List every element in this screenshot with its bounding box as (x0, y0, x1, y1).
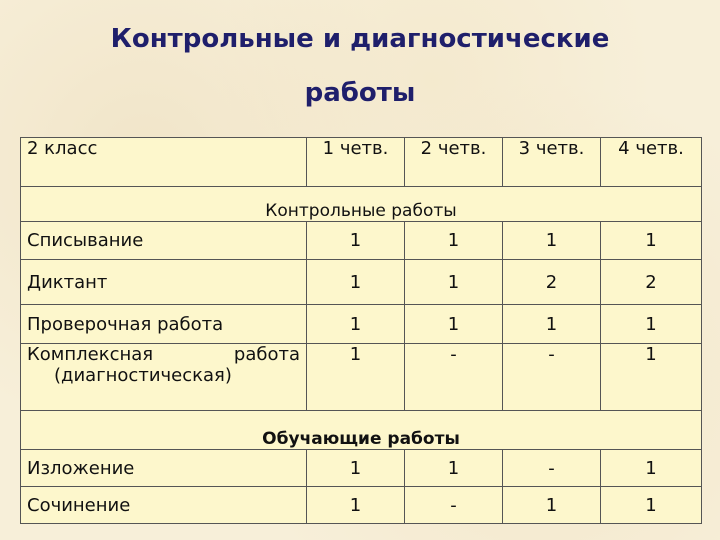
table-row (21, 305, 702, 344)
table-cell: 1 (601, 305, 702, 344)
table-cell: 1 (405, 260, 503, 305)
section-title-training: Обучающие работы (21, 411, 702, 450)
table-cell: 1 (503, 305, 601, 344)
row-label-line-2: (диагностическая) (54, 365, 232, 386)
table-cell: 2 (601, 260, 702, 305)
table-cell: 1 (601, 344, 702, 411)
row-label-line-1: Комплексная работа (27, 344, 300, 365)
header-row (21, 138, 702, 187)
table-row (21, 222, 702, 260)
table-cell: 1 (307, 260, 405, 305)
class-label: 2 класс (21, 138, 307, 187)
table-cell: 1 (503, 487, 601, 524)
row-label: Списывание (21, 222, 307, 260)
table-row (21, 344, 702, 411)
table-cell: 1 (503, 222, 601, 260)
table-row (21, 450, 702, 487)
table-cell: 1 (405, 450, 503, 487)
row-label: Диктант (21, 260, 307, 305)
row-label: Проверочная работа (21, 305, 307, 344)
quarter-header-4: 4 четв. (601, 138, 702, 187)
table-cell: 1 (601, 222, 702, 260)
quarter-header-2: 2 четв. (405, 138, 503, 187)
table-cell: 1 (307, 344, 405, 411)
table-cell: 1 (307, 450, 405, 487)
table-cell: 2 (503, 260, 601, 305)
table-cell: 1 (307, 487, 405, 524)
table-row (21, 260, 702, 305)
row-label (21, 344, 307, 411)
table-cell: - (503, 450, 601, 487)
table-cell: 1 (601, 487, 702, 524)
table-row (21, 487, 702, 524)
page-title-line-2: работы (304, 78, 416, 108)
page-title-line-1: Контрольные и диагностические (110, 24, 610, 54)
table-cell: 1 (307, 222, 405, 260)
quarter-header-3: 3 четв. (503, 138, 601, 187)
table-cell: 1 (601, 450, 702, 487)
table-cell: - (503, 344, 601, 411)
section-title-control: Контрольные работы (21, 187, 702, 222)
table-cell: 1 (405, 222, 503, 260)
table-cell: 1 (307, 305, 405, 344)
section-row (21, 187, 702, 222)
quarter-header-1: 1 четв. (307, 138, 405, 187)
section-row (21, 411, 702, 450)
row-label: Изложение (21, 450, 307, 487)
table-cell: - (405, 487, 503, 524)
works-table (20, 137, 702, 524)
row-label: Сочинение (21, 487, 307, 524)
table-cell: - (405, 344, 503, 411)
table-cell: 1 (405, 305, 503, 344)
